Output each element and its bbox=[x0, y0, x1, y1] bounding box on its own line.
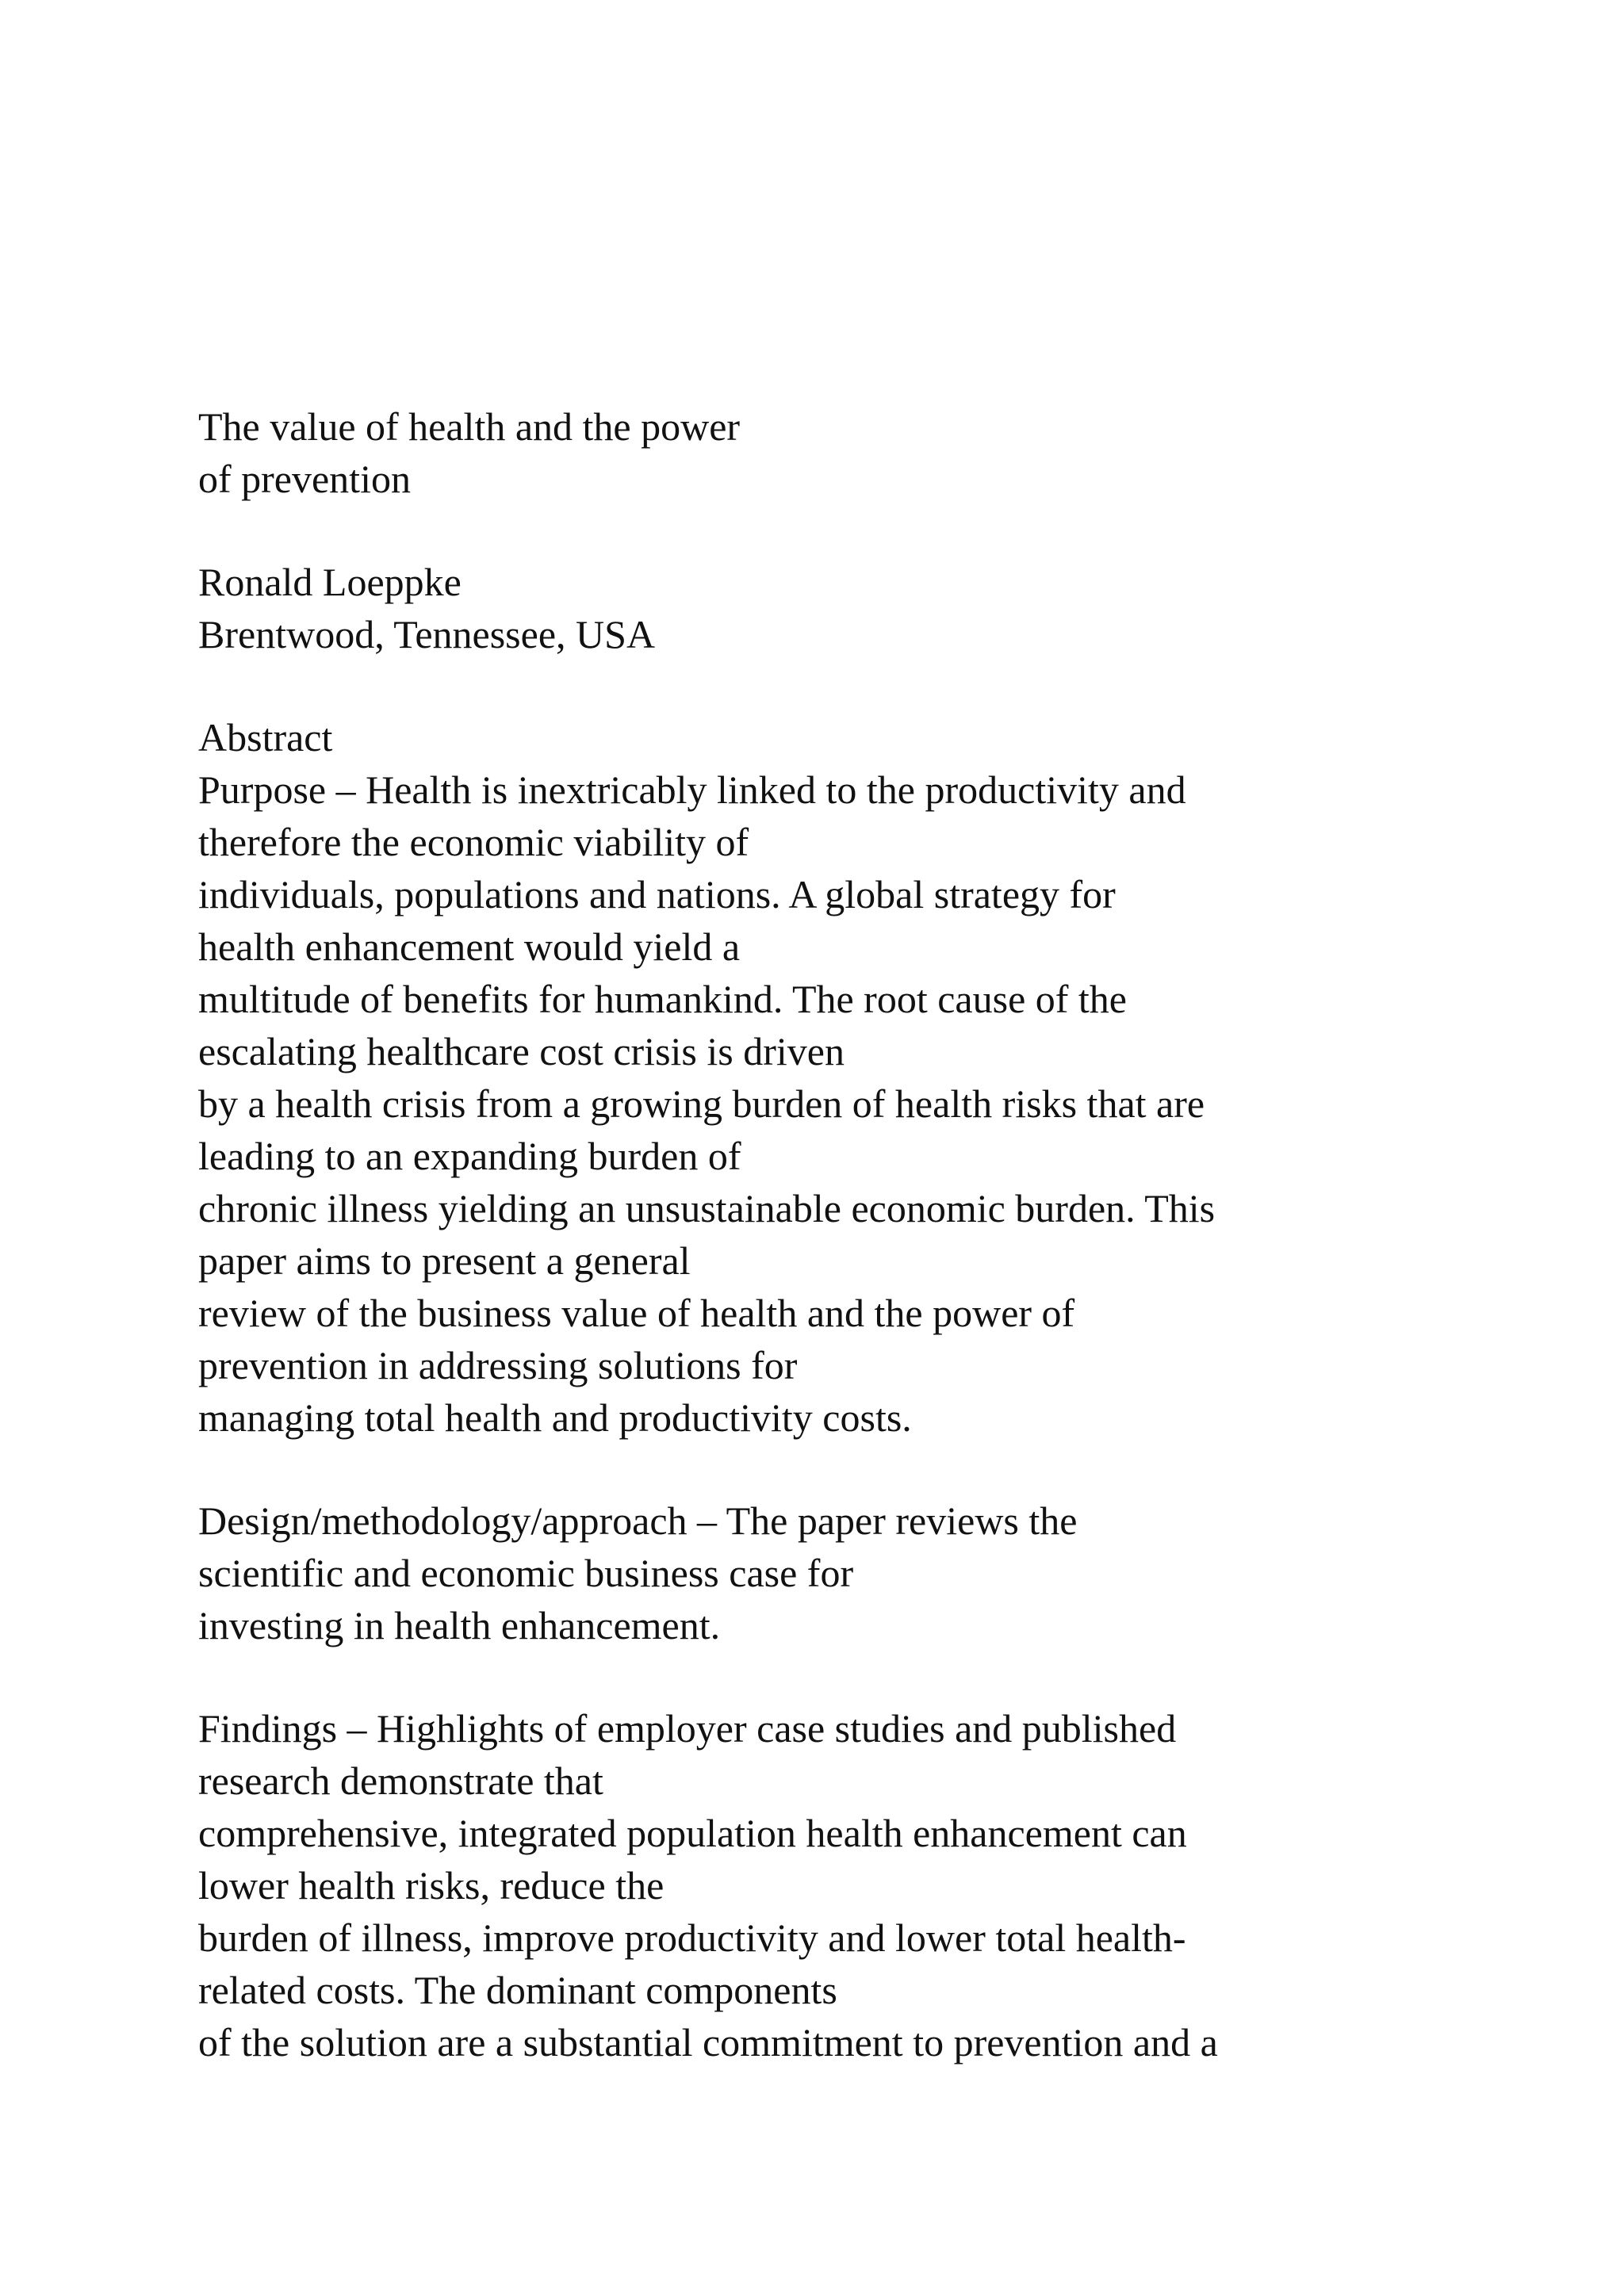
text-line: by a health crisis from a growing burden of health risks that are bbox=[198, 1081, 1205, 1126]
spacer bbox=[198, 1444, 1546, 1494]
findings-paragraph bbox=[198, 1702, 1546, 2068]
text-line: individuals, populations and nations. A global strategy for bbox=[198, 872, 1116, 916]
title-line: The value of health and the power bbox=[198, 404, 741, 449]
abstract-section bbox=[198, 711, 1546, 2068]
document-body bbox=[198, 400, 1546, 2068]
text-line: prevention in addressing solutions for bbox=[198, 1343, 798, 1387]
text-line: Design/methodology/approach – The paper reviews the bbox=[198, 1498, 1078, 1543]
text-line: chronic illness yielding an unsustainable economic burden. This bbox=[198, 1186, 1216, 1230]
text-line: related costs. The dominant components bbox=[198, 1968, 837, 2012]
author-name: Ronald Loeppke bbox=[198, 560, 462, 604]
text-line: multitude of benefits for humankind. The root cause of the bbox=[198, 977, 1127, 1021]
design-paragraph bbox=[198, 1494, 1546, 1651]
spacer bbox=[198, 1651, 1546, 1702]
text-line: comprehensive, integrated population health enhancement can bbox=[198, 1811, 1187, 1855]
text-line: of the solution are a substantial commitment to prevention and a bbox=[198, 2020, 1218, 2064]
text-line: managing total health and productivity costs. bbox=[198, 1395, 912, 1440]
text-line: escalating healthcare cost crisis is driven bbox=[198, 1029, 845, 1073]
text-line: burden of illness, improve productivity and lower total health- bbox=[198, 1915, 1186, 1960]
text-line: leading to an expanding burden of bbox=[198, 1134, 741, 1178]
author-block bbox=[198, 556, 1546, 660]
text-line: Findings – Highlights of employer case studies and published bbox=[198, 1706, 1177, 1751]
text-line: paper aims to present a general bbox=[198, 1238, 691, 1283]
spacer bbox=[198, 505, 1546, 556]
text-line: Purpose – Health is inextricably linked to the productivity and bbox=[198, 767, 1186, 812]
author-location: Brentwood, Tennessee, USA bbox=[198, 612, 656, 656]
title-line: of prevention bbox=[198, 457, 411, 501]
paper-title bbox=[198, 400, 1546, 505]
text-line: scientific and economic business case for bbox=[198, 1551, 854, 1595]
text-line: therefore the economic viability of bbox=[198, 820, 749, 864]
text-line: health enhancement would yield a bbox=[198, 924, 741, 969]
text-line: lower health risks, reduce the bbox=[198, 1863, 665, 1908]
abstract-heading: Abstract bbox=[198, 715, 333, 760]
text-line: review of the business value of health and the power of bbox=[198, 1291, 1075, 1335]
purpose-paragraph bbox=[198, 763, 1546, 1444]
text-line: research demonstrate that bbox=[198, 1758, 603, 1803]
text-line: investing in health enhancement. bbox=[198, 1603, 721, 1647]
spacer bbox=[198, 660, 1546, 711]
